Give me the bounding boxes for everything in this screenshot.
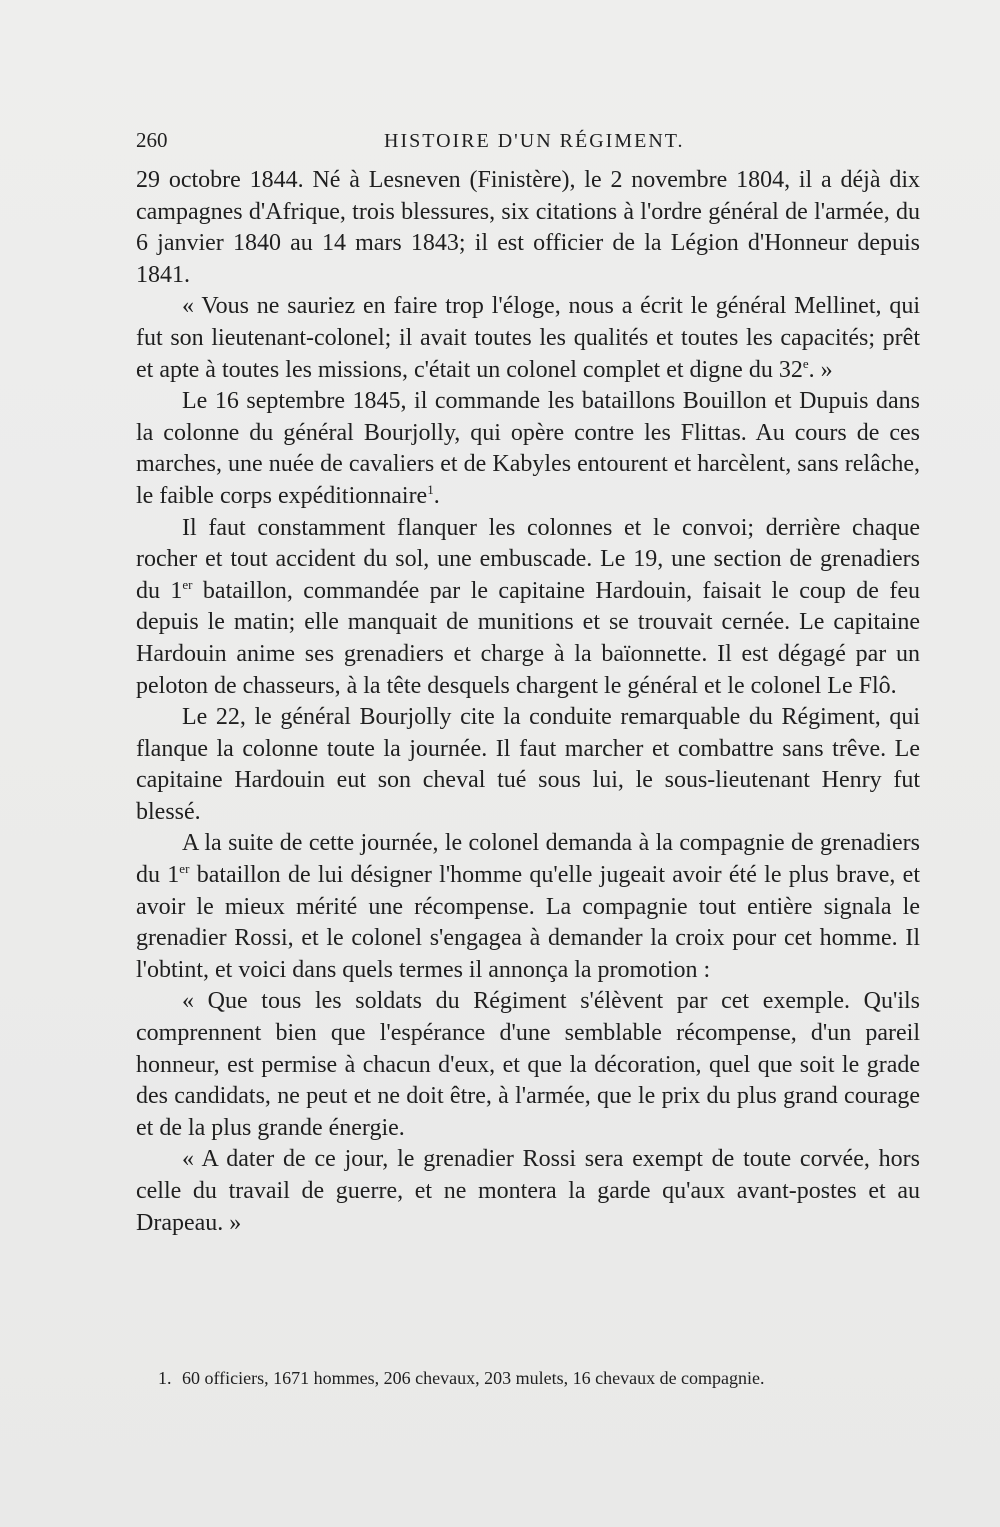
page-number: 260 — [136, 128, 168, 152]
ordinal-superscript: er — [179, 861, 190, 877]
paragraph: Le 16 septembre 1845, il commande les bataillons Bouillon et Dupuis dans la colonne du général Bourjolly, qui opère contre les Flittas. Au cours de ces marches, une nuée de cavaliers et de Kabyles entourent et harcèlent, sans relâche, le faible corps expéditionnaire$^1$. — [136, 388, 920, 509]
paragraph: « Vous ne sauriez en faire trop l'éloge, nous a écrit le général Mellinet, qui fut son lieutenant-colonel; il avait toutes les qualités et toutes les capacités; prêt et apte à toutes les missions, c'était un colonel complet et digne du 32e. » — [136, 293, 920, 383]
paragraph: Il faut constamment flanquer les colonnes et le convoi; derrière chaque rocher et tout accident du sol, une embuscade. Le 19, une section de grenadiers du 1er bataillon, commandée par le capitaine Hardouin, faisait le coup de feu depuis le matin; elle manquait de munitions et se trouvait cernée. Le capitaine Hardouin anime ses grenadiers et charge à la baïonnette. Il est dégagé par un peloton de chasseurs, à la tête desquels chargent le général et le colonel Le Flô. — [136, 514, 920, 699]
paragraph: 29 octobre 1844. Né à Lesneven (Finistère), le 2 novembre 1804, il a déjà dix campagnes d'Afrique, trois blessures, six citations à l'ordre général de l'armée, du 6 janvier 1840 au 14 mars 1843; il est officier de la Légion d'Honneur depuis 1841. — [136, 167, 920, 288]
footnote-text: 60 officiers, 1671 hommes, 206 chevaux, 203 mulets, 16 chevaux de compagnie. — [182, 1368, 765, 1388]
footnote-reference: 1 — [427, 481, 434, 497]
ordinal-superscript: er — [182, 576, 193, 592]
running-title: HISTOIRE D'UN RÉGIMENT. — [384, 130, 685, 152]
paragraph: Le 22, le général Bourjolly cite la conduite remarquable du Régiment, qui flanque la colonne toute la journée. Il faut marcher et combattre sans trêve. Le capitaine Hardouin eut son cheval tué sous lui, le sous-lieutenant Henry fut blessé. — [136, 704, 920, 825]
body-text — [136, 165, 920, 1239]
footnote — [158, 1366, 858, 1390]
page-header — [136, 128, 920, 162]
ordinal-superscript: e — [802, 355, 809, 371]
paragraph: « A dater de ce jour, le grenadier Rossi sera exempt de toute corvée, hors celle du travail de guerre, et ne montera la garde qu'aux avant-postes et au Drapeau. » — [136, 1146, 920, 1236]
paragraph: A la suite de cette journée, le colonel demanda à la compagnie de grenadiers du 1er bataillon de lui désigner l'homme qu'elle jugeait avoir été le plus brave, et avoir le mieux mérité une récompense. La compagnie tout entière signala le grenadier Rossi, et le colonel s'engagea à demander la croix pour cet homme. Il l'obtint, et voici dans quels termes il annonça la promotion : — [136, 830, 920, 983]
footnote-number: 1. — [158, 1368, 172, 1388]
paragraph: « Que tous les soldats du Régiment s'élèvent par cet exemple. Qu'ils comprennent bien que l'espérance d'une semblable récompense, d'un pareil honneur, est permise à chacun d'eux, et que la décoration, quel que soit le grade des candidats, ne peut et ne doit être, à l'armée, que le prix du plus grand courage et de la plus grande énergie. — [136, 988, 920, 1141]
